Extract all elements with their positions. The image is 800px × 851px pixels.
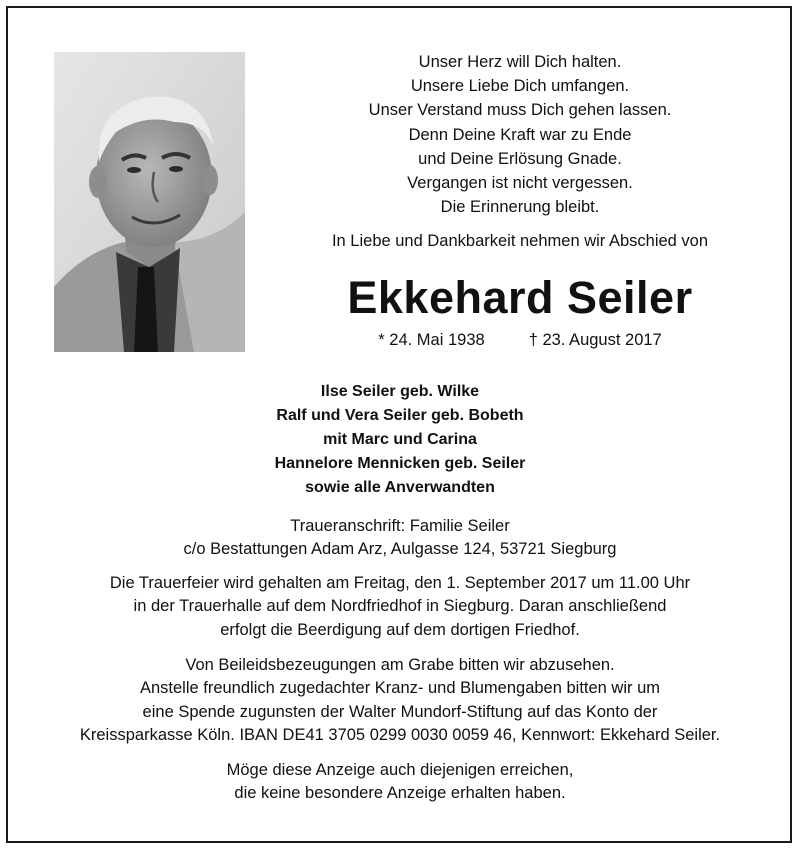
ceremony-line: erfolgt die Beerdigung auf dem dortigen Friedhof. — [220, 620, 580, 639]
mourner-line: sowie alle Anverwandten — [305, 479, 495, 496]
deceased-name: Ekkehard Seiler — [347, 272, 693, 323]
birth-date: * 24. Mai 1938 — [378, 331, 485, 349]
ceremony-line: in der Trauerhalle auf dem Nordfriedhof in Siegburg. Daran anschließend — [133, 597, 667, 616]
mourner-line: Hannelore Mennicken geb. Seiler — [274, 455, 526, 472]
mourning-address — [0, 515, 800, 562]
poem-line: und Deine Erlösung Gnade. — [418, 149, 622, 168]
mourner-line: mit Marc und Carina — [323, 431, 477, 448]
farewell-intro: In Liebe und Dankbarkeit nehmen wir Abschied von — [331, 232, 709, 250]
ceremony-line: Die Trauerfeier wird gehalten am Freitag, den 1. September 2017 um 11.00 Uhr — [109, 574, 691, 592]
life-dates — [270, 331, 770, 350]
address-line: c/o Bestattungen Adam Arz, Aulgasse 124, 53721 Siegburg — [183, 540, 617, 559]
condolence-note — [0, 654, 800, 747]
poem-line: Unsere Liebe Dich umfangen. — [410, 77, 630, 96]
address-line: Traueranschrift: Familie Seiler — [290, 517, 510, 535]
memorial-poem — [270, 50, 770, 219]
condolence-line: Kreissparkasse Köln. IBAN DE41 3705 0299 0030 0059 46, Kennwort: Ekkehard Seiler. — [79, 725, 721, 744]
closing-line: Möge diese Anzeige auch diejenigen erreichen, — [226, 761, 574, 779]
poem-line: Die Erinnerung bleibt. — [440, 198, 600, 217]
condolence-line: eine Spende zugunsten der Walter Mundorf-Stiftung auf das Konto der — [142, 702, 658, 721]
poem-line: Denn Deine Kraft war zu Ende — [408, 125, 632, 144]
mourner-line: Ralf und Vera Seiler geb. Bobeth — [276, 407, 524, 424]
poem-line: Unser Herz will Dich halten. — [418, 53, 622, 71]
condolence-line: Von Beileidsbezeugungen am Grabe bitten wir abzusehen. — [185, 656, 615, 674]
closing-line: die keine besondere Anzeige erhalten haben. — [234, 784, 566, 803]
mourners-list — [0, 380, 800, 500]
condolence-line: Anstelle freundlich zugedachter Kranz- und Blumengaben bitten wir um — [139, 679, 661, 698]
portrait-photo — [54, 52, 245, 352]
poem-line: Unser Verstand muss Dich gehen lassen. — [368, 101, 672, 120]
poem-line: Vergangen ist nicht vergessen. — [407, 174, 633, 193]
ceremony-details — [0, 572, 800, 642]
closing-note — [0, 759, 800, 806]
mourner-line: Ilse Seiler geb. Wilke — [320, 383, 480, 400]
death-date: † 23. August 2017 — [528, 331, 662, 349]
